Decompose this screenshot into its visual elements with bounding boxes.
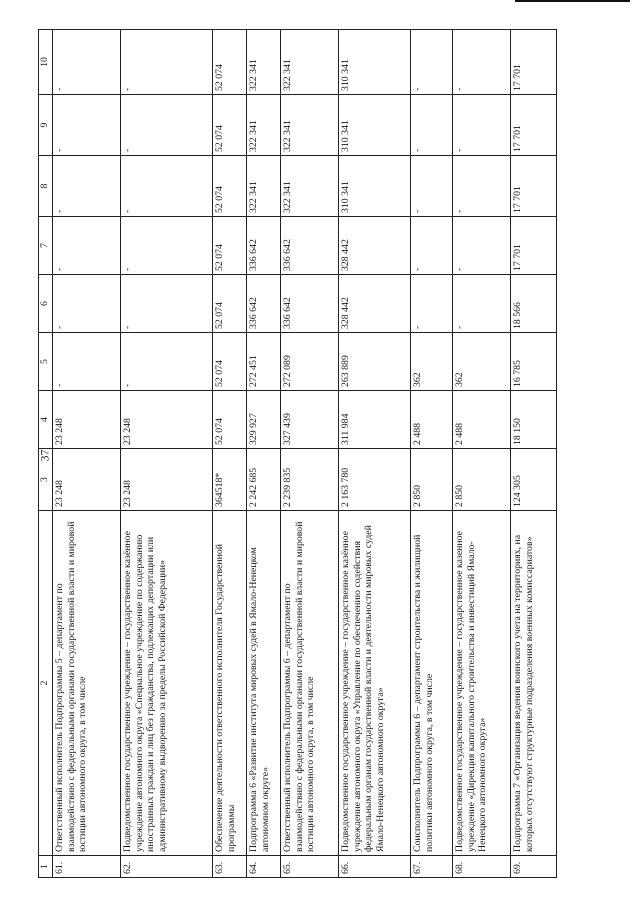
table-row <box>281 30 339 878</box>
header-col-7: 7 <box>39 217 53 275</box>
cell-col-3: 124 305 <box>511 449 557 511</box>
cell-col-7: 336 642 <box>247 217 281 275</box>
row-name: Подпрограмма 7 «Организация ведения воинского учета на территориях, на которых отсутствуют структурные подразделения военных комиссариатов» <box>511 511 557 856</box>
cell-col-5: 362 <box>411 333 453 391</box>
cell-col-7: - <box>121 217 213 275</box>
cell-col-3: 23 248 <box>53 449 121 511</box>
cell-col-5: 52 074 <box>213 333 247 391</box>
cell-col-6: 52 074 <box>213 275 247 333</box>
cell-col-4: 329 927 <box>247 391 281 449</box>
cell-col-10: - <box>411 30 453 95</box>
cell-col-5: 263 889 <box>339 333 411 391</box>
cell-col-10: - <box>53 30 121 95</box>
budget-table <box>38 29 557 878</box>
page-number: 37 <box>37 449 52 462</box>
table-row <box>213 30 247 878</box>
cell-col-9: 17 701 <box>511 95 557 156</box>
cell-col-9: - <box>453 95 511 156</box>
cell-col-3: 2 163 780 <box>339 449 411 511</box>
cell-col-4: 23 248 <box>53 391 121 449</box>
header-col-1: 1 <box>39 856 53 878</box>
cell-col-4: 23 248 <box>121 391 213 449</box>
cell-col-6: 336 642 <box>247 275 281 333</box>
row-number: 67. <box>411 856 453 878</box>
row-number: 61. <box>53 856 121 878</box>
cell-col-7: - <box>453 217 511 275</box>
header-col-5: 5 <box>39 333 53 391</box>
cell-col-7: 328 442 <box>339 217 411 275</box>
cell-col-3: 2 239 835 <box>281 449 339 511</box>
cell-col-3: 2 850 <box>453 449 511 511</box>
header-col-4: 4 <box>39 391 53 449</box>
cell-col-9: - <box>121 95 213 156</box>
cell-col-8: - <box>453 156 511 217</box>
table-row <box>247 30 281 878</box>
rotated-table-container <box>38 30 557 878</box>
row-name: Ответственный исполнитель Подпрограммы 5 – департамент по взаимодействию с федеральными органами государственной власти и мировой юстиции автономного округа, в том числе <box>53 511 121 856</box>
cell-col-3: 23 248 <box>121 449 213 511</box>
top-edge-line <box>515 0 630 2</box>
header-col-3: 3 <box>39 449 53 511</box>
table-row <box>53 30 121 878</box>
cell-col-9: 322 341 <box>247 95 281 156</box>
cell-col-4: 2 488 <box>411 391 453 449</box>
header-col-2: 2 <box>39 511 53 856</box>
cell-col-9: - <box>53 95 121 156</box>
cell-col-10: - <box>453 30 511 95</box>
row-name: Обеспечение деятельности ответственного исполнителя Государственной программы <box>213 511 247 856</box>
cell-col-6: - <box>53 275 121 333</box>
cell-col-4: 2 488 <box>453 391 511 449</box>
row-number: 66. <box>339 856 411 878</box>
cell-col-10: 52 074 <box>213 30 247 95</box>
cell-col-10: 322 341 <box>281 30 339 95</box>
cell-col-7: 52 074 <box>213 217 247 275</box>
cell-col-4: 18 150 <box>511 391 557 449</box>
row-number: 65. <box>281 856 339 878</box>
cell-col-8: - <box>53 156 121 217</box>
row-number: 68. <box>453 856 511 878</box>
cell-col-8: 52 074 <box>213 156 247 217</box>
cell-col-8: 322 341 <box>247 156 281 217</box>
row-name: Соисполнитель Подпрограммы 6 – департамент строительства и жилищной политики автономного округа, в том числе <box>411 511 453 856</box>
cell-col-9: 52 074 <box>213 95 247 156</box>
cell-col-8: - <box>121 156 213 217</box>
table-row <box>411 30 453 878</box>
cell-col-9: 310 341 <box>339 95 411 156</box>
cell-col-10: 310 341 <box>339 30 411 95</box>
cell-col-3: 364518* <box>213 449 247 511</box>
cell-col-9: - <box>411 95 453 156</box>
cell-col-5: - <box>53 333 121 391</box>
row-name: Ответственный исполнитель Подпрограммы 6 – департамент по взаимодействию с федеральными органами государственной власти и мировой юстиции автономного округа, в том числе <box>281 511 339 856</box>
row-name: Подведомственное государственное учреждение – государственное казенное учреждение «Дирекция капитального строительства и инвестиций Ямало-Ненецкого автономного округа» <box>453 511 511 856</box>
header-row <box>39 30 53 878</box>
cell-col-10: 17 701 <box>511 30 557 95</box>
cell-col-6: 328 442 <box>339 275 411 333</box>
table-row <box>511 30 557 878</box>
row-number: 63. <box>213 856 247 878</box>
cell-col-4: 327 439 <box>281 391 339 449</box>
cell-col-3: 2 850 <box>411 449 453 511</box>
cell-col-8: - <box>411 156 453 217</box>
cell-col-10: - <box>121 30 213 95</box>
cell-col-3: 2 242 685 <box>247 449 281 511</box>
header-col-9: 9 <box>39 95 53 156</box>
cell-col-8: 322 341 <box>281 156 339 217</box>
cell-col-6: 336 642 <box>281 275 339 333</box>
cell-col-5: 362 <box>453 333 511 391</box>
row-name: Подведомственное государственное учреждение – государственное казённое учреждение автономного округа «Специальное учреждение по содержанию иностранных граждан и лиц без гражданства, подлежащих депортации или административному выдворению за пределы Российской Федерации» <box>121 511 213 856</box>
cell-col-5: 272 451 <box>247 333 281 391</box>
cell-col-8: 17 701 <box>511 156 557 217</box>
cell-col-7: 17 701 <box>511 217 557 275</box>
cell-col-6: 18 566 <box>511 275 557 333</box>
cell-col-5: 16 785 <box>511 333 557 391</box>
row-number: 69. <box>511 856 557 878</box>
row-number: 62. <box>121 856 213 878</box>
table-row <box>453 30 511 878</box>
cell-col-6: - <box>411 275 453 333</box>
header-col-6: 6 <box>39 275 53 333</box>
row-number: 64. <box>247 856 281 878</box>
cell-col-9: 322 341 <box>281 95 339 156</box>
cell-col-7: - <box>53 217 121 275</box>
cell-col-6: - <box>453 275 511 333</box>
cell-col-5: 272 089 <box>281 333 339 391</box>
header-col-10: 10 <box>39 30 53 95</box>
cell-col-4: 52 074 <box>213 391 247 449</box>
cell-col-10: 322 341 <box>247 30 281 95</box>
row-name: Подпрограмма 6 «Развитие института мировых судей в Ямало-Ненецком автономном округе» <box>247 511 281 856</box>
cell-col-5: - <box>121 333 213 391</box>
cell-col-6: - <box>121 275 213 333</box>
cell-col-8: 310 341 <box>339 156 411 217</box>
cell-col-7: 336 642 <box>281 217 339 275</box>
cell-col-7: - <box>411 217 453 275</box>
header-col-8: 8 <box>39 156 53 217</box>
row-name: Подведомственное государственное учреждение – государственное казённое учреждение автономного округа «Управление по обеспечению содействия федеральным органам государственной власти и деятельности мировых судей Ямало-Ненецкого автономного округа» <box>339 511 411 856</box>
cell-col-4: 311 984 <box>339 391 411 449</box>
table-row <box>121 30 213 878</box>
table-row <box>339 30 411 878</box>
